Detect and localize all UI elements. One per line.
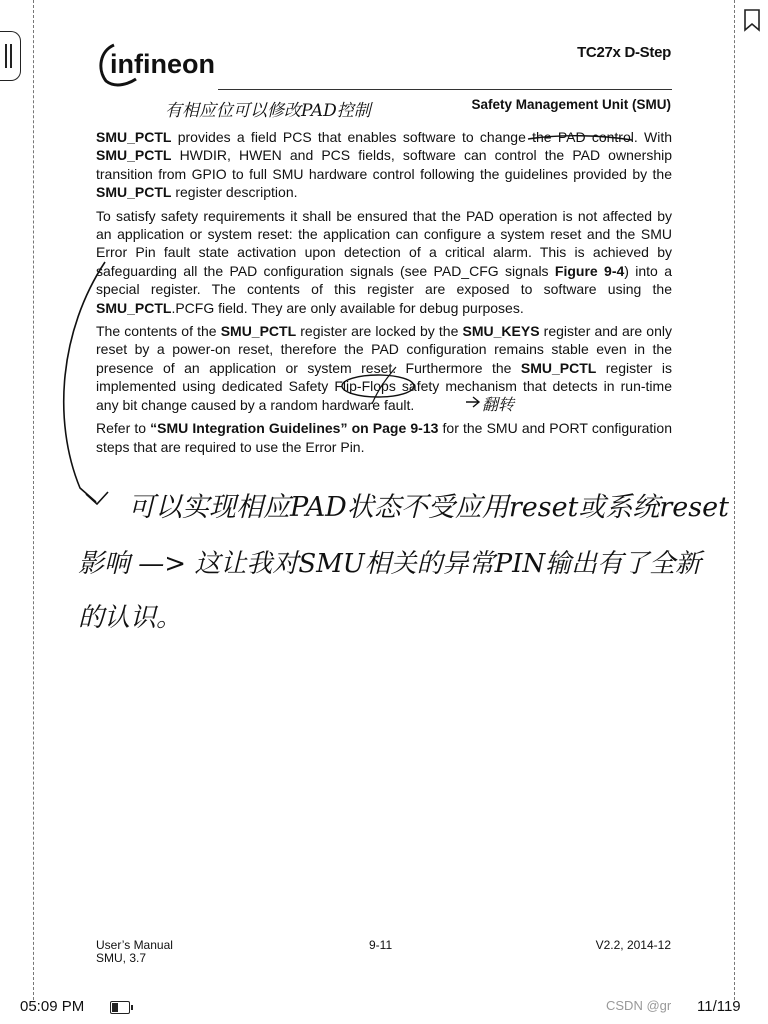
bold-text-run: SMU_PCTL [96, 129, 172, 145]
paragraph-3 [96, 322, 672, 414]
bold-text-run: SMU_KEYS [462, 323, 540, 340]
handwritten-line-1: 可以实现相应PAD状态不受应用reset或系统reset [128, 492, 729, 523]
text-run: HWDIR, HWEN and PCS fields, software can control the PAD ownership transition from GPIO to full SMU hardware control following the guidelines provided by the [96, 147, 672, 182]
text-run: for the SMU and PORT configuration steps that are required to use the Error Pin. [96, 420, 672, 455]
footer-manual: User’s Manual [96, 938, 173, 952]
battery-level [112, 1003, 118, 1012]
handwritten-line-2: 影响 —> 这让我对SMU相关的异常PIN输出有了全新 [78, 549, 702, 579]
battery-icon [110, 1001, 130, 1014]
text-run: Refer to [96, 420, 151, 437]
footer-chapter: SMU, 3.7 [96, 951, 147, 965]
bold-text-run: Figure 9-4 [554, 262, 625, 279]
bold-text-run: SMU_PCTL [96, 147, 172, 164]
paragraph-4 [96, 419, 672, 456]
sidebar-toggle-icon[interactable] [0, 31, 21, 81]
text-run: provides a field PCS that enables software to change the PAD control. With [171, 129, 672, 145]
text-run: ) into a special register. The contents of this register are exposed to software using the [96, 262, 672, 298]
logo-text: infineon [110, 49, 215, 79]
csdn-watermark: CSDN @gr [606, 998, 672, 1013]
body-text [96, 128, 672, 461]
text-run: register description. [171, 184, 298, 201]
bold-text-run: SMU_PCTL [96, 299, 172, 316]
right-margin-line [734, 0, 735, 1000]
text-run: The contents of the [96, 323, 221, 340]
header-rule [218, 89, 672, 90]
text-run: .PCFG field. They are only available for debug purposes. [171, 299, 524, 316]
bold-text-run: SMU_PCTL [96, 184, 172, 201]
handwritten-note-top: 有相应位可以修改PAD控制 [165, 101, 371, 121]
text-run: register is implemented using dedicated Safety Flip-Flops safety mechanism that detects in run-time any bit change caused by a random hardware fault. [96, 359, 672, 413]
handwritten-note-fault: 翻转 [482, 395, 515, 414]
paragraph-2 [96, 207, 672, 317]
section-title: Safety Management Unit (SMU) [471, 97, 671, 112]
text-run: register and are only reset by a power-on reset, therefore the PAD configuration remains stable even in the presence of an application or system reset. Furthermore the [96, 323, 672, 376]
bookmark-icon[interactable] [742, 8, 762, 32]
text-run: To satisfy safety requirements it shall be ensured that the PAD operation is not affected by an application or system reset: the application can configure a system reset and the SMU Error Pin fault state activation upon detection of a critical alarm. This is achieved by safeguarding all the PAD configuration signals (see PAD_CFG signals [96, 207, 672, 279]
page-indicator[interactable]: 11/119 [697, 998, 741, 1015]
document-id: TC27x D-Step [577, 44, 671, 61]
text-run: register are locked by the [296, 323, 463, 340]
footer-page-number: 9-11 [369, 938, 393, 952]
infineon-logo [96, 35, 221, 91]
handwritten-line-3: 的认识。 [78, 603, 183, 633]
footer-left [96, 939, 173, 965]
bold-text-run: SMU_PCTL [520, 359, 597, 376]
bold-text-run: SMU_PCTL [220, 323, 297, 340]
status-time: 05:09 PM [20, 998, 85, 1015]
paragraph-1 [96, 128, 672, 202]
left-margin-line [33, 0, 34, 1000]
footer-version: V2.2, 2014-12 [595, 938, 671, 952]
bold-text-run: “SMU Integration Guidelines” on Page 9-13 [150, 420, 439, 437]
